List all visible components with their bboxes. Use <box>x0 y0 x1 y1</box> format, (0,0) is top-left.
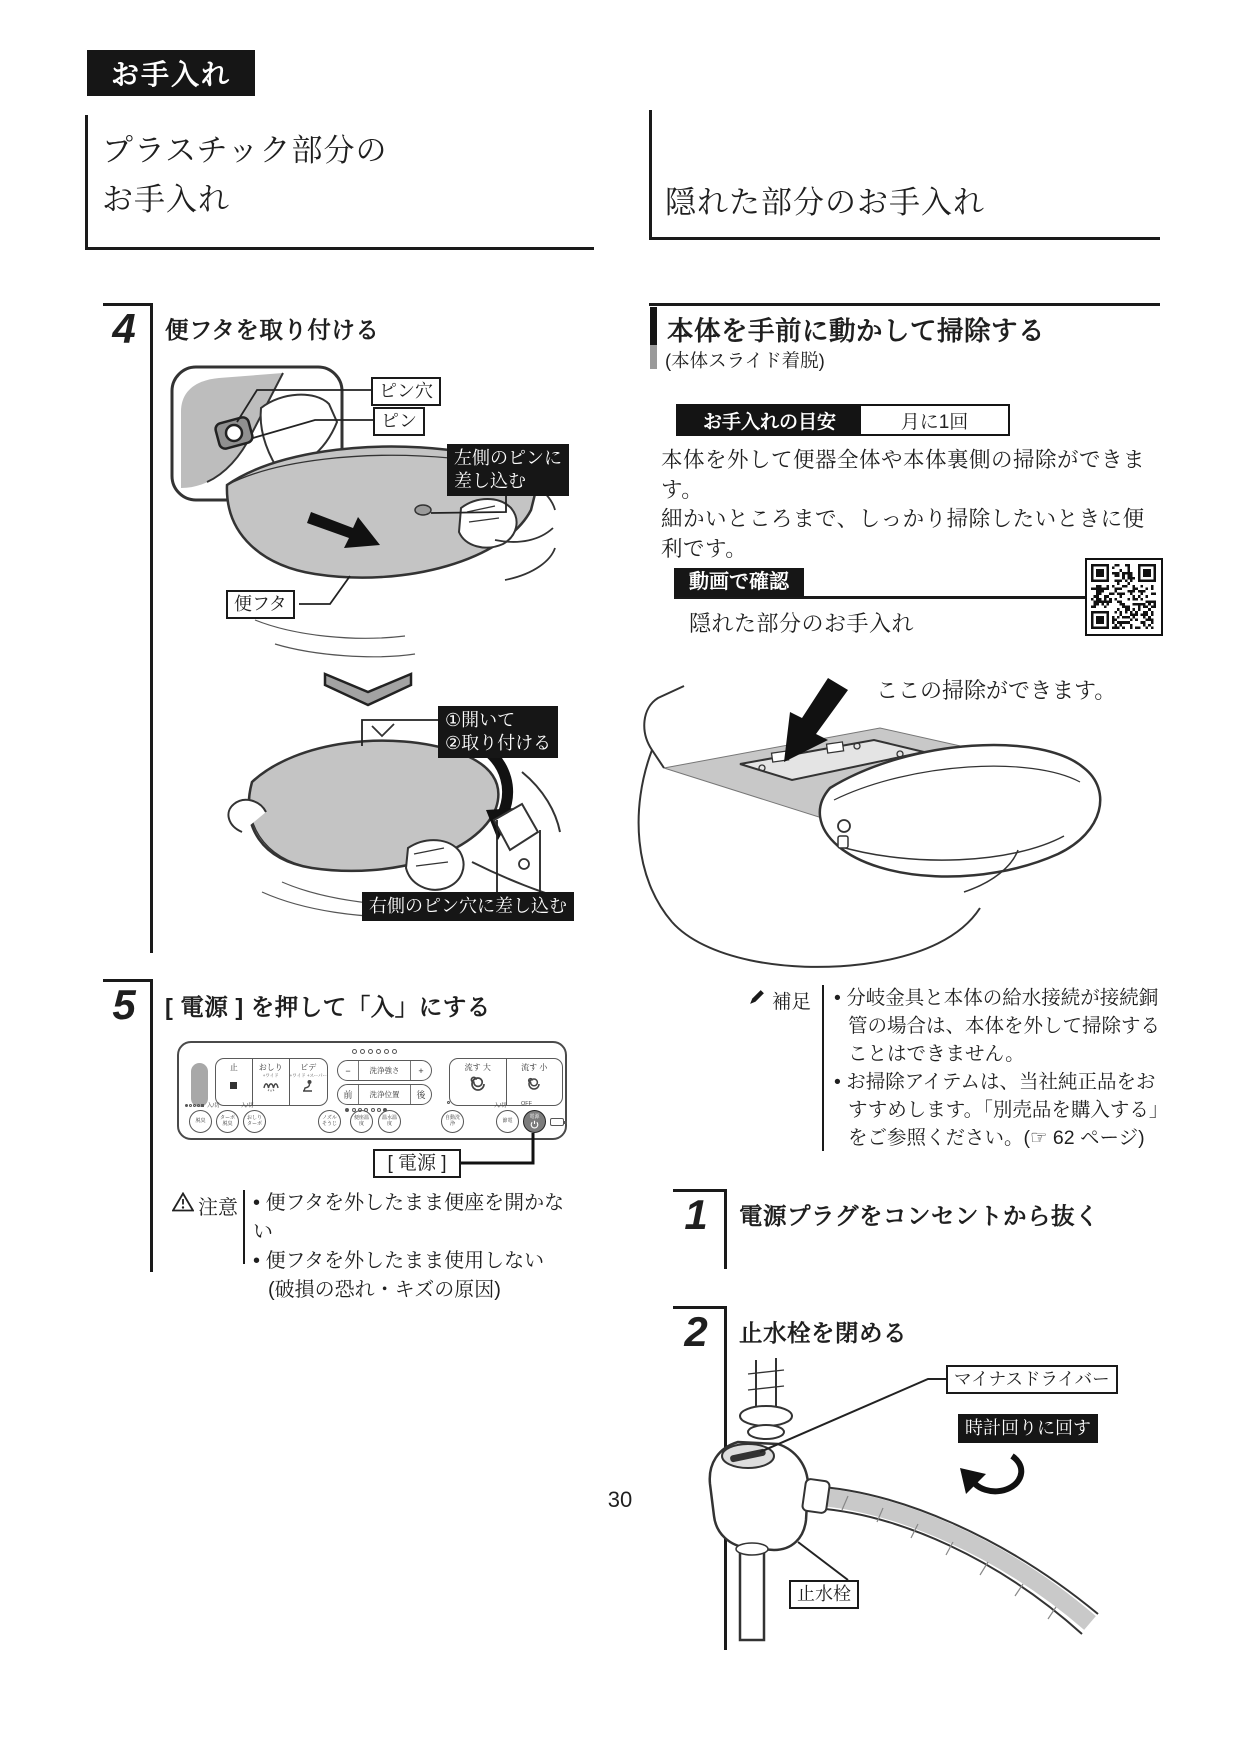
video-title: 隠れた部分のお手入れ <box>689 611 915 636</box>
turn-clockwise-label: 時計回りに回す <box>958 1414 1098 1443</box>
stop-button: 止 <box>216 1059 252 1105</box>
section-subtitle: (本体スライド着脱) <box>665 350 825 371</box>
wash-position-control: 前 洗浄位置 後 <box>337 1084 432 1105</box>
bidet-button: ビデ +ワイド +スーパー <box>289 1059 327 1105</box>
step4-vline <box>150 303 153 953</box>
right-heading: 隠れた部分のお手入れ <box>665 185 985 220</box>
frequency-label: お手入れの目安 <box>678 406 861 434</box>
pencil-icon <box>748 988 766 1006</box>
caution-icon <box>172 1192 194 1212</box>
lid-attach-illustration <box>165 360 560 680</box>
power-button: 電源 <box>523 1110 546 1133</box>
strength-minus-button: − <box>345 1065 351 1076</box>
turbo-indicator: 入/切 <box>241 1103 254 1109</box>
qr-code <box>1085 558 1163 636</box>
down-chevron-icon <box>323 672 413 708</box>
section-tab-label: お手入れ <box>110 59 231 90</box>
pin-hole-label: ピン穴 <box>371 377 441 406</box>
step1-vline <box>724 1189 727 1269</box>
insert-left-label: 左側のピンに 差し込む <box>447 444 569 496</box>
left-heading-underline <box>85 247 594 250</box>
autoflush-indicator <box>447 1101 451 1104</box>
step5-number: 5 <box>112 981 136 1028</box>
insert-right-label: 右側のピン穴に差し込む <box>362 892 574 921</box>
rear-wash-icon <box>262 1079 280 1093</box>
power-icon <box>530 1120 539 1129</box>
flush-small-icon <box>524 1073 544 1095</box>
deodorize-indicator: 入/切 <box>185 1101 220 1109</box>
position-front-button: 前 <box>343 1090 353 1100</box>
strength-indicator-dots <box>350 1049 398 1054</box>
rear-turbo-button: おしりターボ <box>243 1110 266 1133</box>
power-off-indicator: OFF <box>521 1101 532 1107</box>
left-heading-rule <box>85 115 88 249</box>
strength-plus-button: + <box>418 1065 424 1076</box>
caution-label: 注意 <box>198 1197 238 1219</box>
step5-vline <box>150 979 153 1272</box>
step5-title: [ 電源 ] を押して「入」にする <box>165 994 491 1020</box>
note-item: • お掃除アイテムは、当社純正品をおすすめします。「別売品を購入する」をご参照ください。(☞ 62 ページ) <box>834 1068 1164 1152</box>
position-back-button: 後 <box>416 1090 426 1100</box>
bidet-icon <box>300 1079 316 1093</box>
section-bar <box>650 307 657 369</box>
section-tab <box>87 50 255 96</box>
step1-title: 電源プラグをコンセントから抜く <box>739 1203 1099 1229</box>
caution-item: (破損の恐れ・キズの原因) <box>268 1279 501 1301</box>
auto-flush-button: 自動洗浄 <box>441 1110 464 1133</box>
step2-number: 2 <box>684 1308 708 1355</box>
caution-item: • 便フタを外したまま便座を開かない <box>253 1189 583 1247</box>
illustration-caption: ここの掃除ができます。 <box>876 678 1117 703</box>
left-heading-line2: お手入れ <box>102 182 230 217</box>
note-divider <box>822 985 824 1151</box>
note-list <box>834 984 1164 1152</box>
flush-large-button: 流す 大 <box>450 1059 506 1105</box>
stop-icon <box>230 1082 237 1089</box>
note-label: 補足 <box>772 991 812 1013</box>
nozzle-clean-button: ノズルそうじ <box>318 1110 341 1133</box>
driver-label: マイナスドライバー <box>946 1365 1118 1394</box>
caution-list <box>253 1189 583 1305</box>
section-body: 本体を外して便器全体や本体裏側の掃除ができます。 細かいところまで、しっかり掃除したいときに便利です。 <box>661 448 1146 561</box>
left-heading <box>102 126 388 224</box>
page-number: 30 <box>607 1487 633 1512</box>
flush-large-icon <box>468 1073 488 1095</box>
step4-number: 4 <box>112 305 136 352</box>
step2-title: 止水栓を閉める <box>739 1320 907 1346</box>
right-heading-underline <box>649 237 1160 240</box>
video-badge: 動画で確認 <box>674 568 804 597</box>
toilet-slide-illustration <box>612 640 1112 975</box>
step1-number: 1 <box>684 1191 708 1238</box>
lid-label: 便フタ <box>226 590 295 619</box>
section-title: 本体を手前に動かして掃除する <box>667 316 1045 346</box>
deodorize-button: 脱臭 <box>189 1110 212 1133</box>
caution-item: • 便フタを外したまま使用しない <box>253 1247 583 1276</box>
frequency-value: 月に1回 <box>900 411 969 433</box>
caution-divider <box>243 1190 245 1264</box>
seat-temp-button: 便座温度 <box>350 1110 373 1133</box>
power-callout-label: [ 電源 ] <box>373 1149 461 1178</box>
note-item: • 分岐金具と本体の給水接続が接続銅管の場合は、本体を外して掃除することはできません。 <box>834 984 1164 1068</box>
flush-small-button: 流す 小 <box>506 1059 563 1105</box>
rear-wash-button: おしり +ワイド <box>252 1059 289 1105</box>
left-heading-line1: プラスチック部分の <box>102 133 388 168</box>
wash-button-group <box>215 1058 328 1106</box>
pin-label: ピン <box>373 407 425 436</box>
flush-button-group <box>449 1058 563 1106</box>
step4-title: 便フタを取り付ける <box>165 317 380 343</box>
right-heading-rule <box>649 110 652 239</box>
maintenance-frequency-badge <box>676 404 1010 436</box>
water-temp-button: 温水温度 <box>378 1110 401 1133</box>
wash-strength-control: − 洗浄強さ + <box>337 1060 432 1081</box>
valve-label: 止水栓 <box>789 1580 859 1609</box>
eco-indicator: 入/切 <box>494 1103 507 1109</box>
section-topline <box>649 303 1160 306</box>
eco-button: 節電 <box>496 1110 519 1133</box>
battery-icon <box>550 1118 564 1126</box>
remote-control-illustration <box>177 1041 567 1140</box>
open-attach-label: ①開いて ②取り付ける <box>438 706 558 758</box>
power-callout-leader <box>455 1130 540 1170</box>
turbo-deodorize-button: ターボ脱臭 <box>216 1110 239 1133</box>
